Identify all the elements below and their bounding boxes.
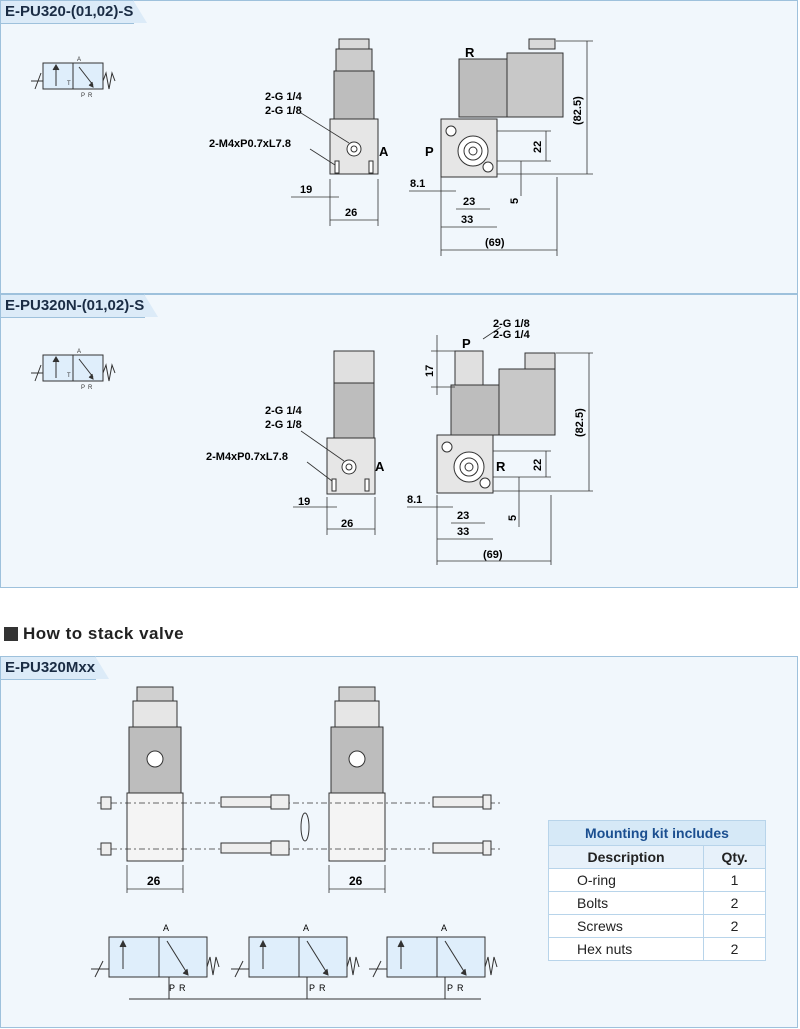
drawing-e-pu320 <box>1 1 799 295</box>
dim-19: 19 <box>300 184 313 196</box>
square-bullet-icon <box>4 627 18 641</box>
kit-header-qty: Qty. <box>704 846 766 869</box>
symbol-p: P <box>81 385 86 391</box>
screw-label: 2-M4xP0.7xL7.8 <box>209 138 291 150</box>
kit-qty: 2 <box>704 892 766 915</box>
symbol-a: A <box>441 923 448 933</box>
dim-5: 5 <box>507 514 519 521</box>
port-label-1: 2-G 1/4 <box>265 405 302 417</box>
panel-e-pu320 <box>0 0 798 294</box>
stack-dim-left: 26 <box>147 874 161 888</box>
symbol-r: R <box>88 385 93 391</box>
panel-e-pu320n <box>0 294 798 588</box>
dim-69: (69) <box>485 237 505 249</box>
symbol-a: A <box>77 349 82 355</box>
valve-front-view <box>330 39 378 174</box>
dim-26: 26 <box>341 518 354 530</box>
symbol-r: R <box>179 983 186 993</box>
dim-5: 5 <box>509 197 521 204</box>
symbol-p: P <box>447 983 454 993</box>
port-p: P <box>462 336 471 351</box>
panel-title: E-PU320N-(01,02)-S <box>1 295 145 318</box>
section-title <box>4 624 184 644</box>
table-row <box>549 915 766 938</box>
table-row <box>549 892 766 915</box>
mounting-kit-table <box>548 820 766 961</box>
stack-dim-right: 26 <box>349 874 363 888</box>
port-label-2: 2-G 1/8 <box>265 419 302 431</box>
stacked-symbols-icon <box>91 937 497 999</box>
port-label-2: 2-G 1/8 <box>265 105 302 117</box>
dim-17: 17 <box>424 364 436 377</box>
symbol-r: R <box>319 983 326 993</box>
mounting-kit-caption: Mounting kit includes <box>549 821 766 846</box>
stack-valve-right <box>329 687 385 861</box>
kit-qty: 2 <box>704 915 766 938</box>
dim-8-1: 8.1 <box>410 178 426 190</box>
symbol-r: R <box>88 93 93 99</box>
symbol-r: R <box>457 983 464 993</box>
section-title-text: How to stack valve <box>23 624 185 643</box>
valve-symbol-icon <box>31 63 115 89</box>
dim-33: 33 <box>457 526 470 538</box>
symbol-t: T <box>67 373 71 379</box>
dim-23: 23 <box>463 196 476 208</box>
port-r: R <box>496 459 506 474</box>
symbol-a: A <box>163 923 170 933</box>
kit-qty: 1 <box>704 869 766 892</box>
kit-desc: Hex nuts <box>549 938 704 961</box>
symbol-p: P <box>81 93 86 99</box>
dim-26: 26 <box>345 207 358 219</box>
port-label-1: 2-G 1/4 <box>265 91 302 103</box>
dim-8-1: 8.1 <box>407 494 423 506</box>
top-port-1: 2-G 1/8 <box>493 318 530 330</box>
drawing-e-pu320n <box>1 295 799 589</box>
port-a: A <box>379 144 389 159</box>
port-p: P <box>425 144 434 159</box>
screw-label: 2-M4xP0.7xL7.8 <box>206 451 288 463</box>
symbol-a: A <box>303 923 310 933</box>
symbol-p: P <box>169 983 176 993</box>
kit-desc: Bolts <box>549 892 704 915</box>
dim-23: 23 <box>457 510 470 522</box>
table-row <box>549 869 766 892</box>
symbol-a: A <box>77 57 82 63</box>
port-r: R <box>465 45 475 60</box>
valve-front-view <box>327 351 375 494</box>
dim-22: 22 <box>532 140 544 153</box>
valve-side-view <box>441 39 563 177</box>
top-port-2: 2-G 1/4 <box>493 329 530 341</box>
valve-symbol-icon <box>31 355 115 381</box>
dim-82-5: (82.5) <box>572 96 584 125</box>
kit-desc: Screws <box>549 915 704 938</box>
panel-title: E-PU320Mxx <box>1 657 96 680</box>
table-row <box>549 938 766 961</box>
kit-header-description: Description <box>549 846 704 869</box>
kit-qty: 2 <box>704 938 766 961</box>
stack-valve-left <box>127 687 183 861</box>
port-a: A <box>375 459 385 474</box>
dim-33: 33 <box>461 214 474 226</box>
dim-22: 22 <box>532 458 544 471</box>
panel-title: E-PU320-(01,02)-S <box>1 1 134 24</box>
dim-69: (69) <box>483 549 503 561</box>
dim-19: 19 <box>298 496 311 508</box>
symbol-t: T <box>67 81 71 87</box>
dim-82-5: (82.5) <box>574 408 586 437</box>
kit-desc: O-ring <box>549 869 704 892</box>
symbol-p: P <box>309 983 316 993</box>
